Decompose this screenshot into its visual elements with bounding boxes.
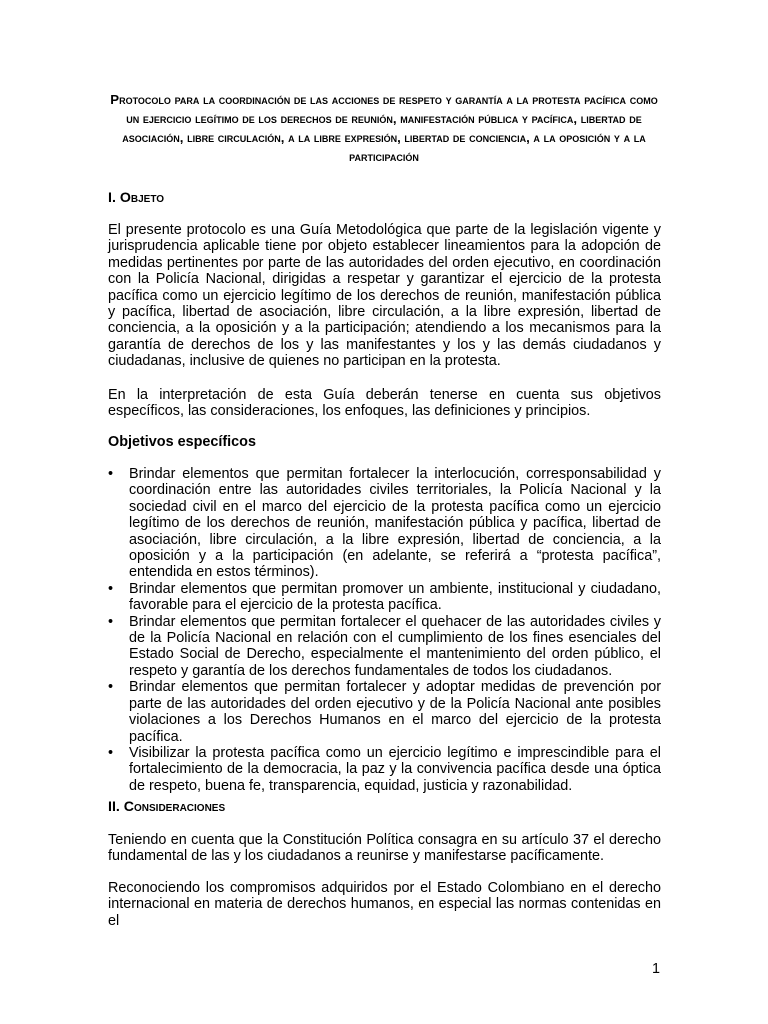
bullet-icon: • bbox=[108, 580, 114, 597]
paragraph-objeto: El presente protocolo es una Guía Metodológica que parte de la legislación vigente y jurisprudencia aplicable tiene por objeto establecer lineamientos para la adopción de medidas pertinentes por parte de las autoridades del orden ejecutivo, en coordinación con la Policía Nacional, dirigidas a respetar y garantizar el ejercicio de la protesta pacífica como un ejercicio legítimo de los derechos de reunión, manifestación pública y pacífica, libertad de asociación, libre circulación, a la libre expresión, libertad de conciencia, a la oposición y a la participación; atendiendo a los mecanismos para la garantía de derechos de los y las manifestantes y los y las demás ciudadanos y ciudadanas, inclusive de quienes no participan en la protesta. bbox=[108, 222, 661, 370]
paragraph-interpretacion: En la interpretación de esta Guía deberán tenerse en cuenta sus objetivos específicos, las consideraciones, los enfoques, las definiciones y principios. bbox=[108, 387, 661, 420]
subheading-objetivos: Objetivos específicos bbox=[108, 434, 256, 450]
list-item bbox=[108, 679, 661, 745]
list-item bbox=[108, 466, 661, 581]
list-item-text: Brindar elementos que permitan fortalecer y adoptar medidas de prevención por parte de las autoridades del orden ejecutivo y de la Policía Nacional ante posibles violaciones a los Derechos Humanos en el marco del ejercicio de la protesta pacífica. bbox=[129, 679, 661, 745]
document-title: Protocolo para la coordinación de las acciones de respeto y garantía a la protesta pacífica como un ejercicio legítimo de los derechos de reunión, manifestación pública y pacífica, libertad de asociación, libre circulación, a la libre expresión, libertad de conciencia, a la oposición y a la participación bbox=[110, 92, 658, 164]
list-item-text: Brindar elementos que permitan promover un ambiente, institucional y ciudadano, favorable para el ejercicio de la protesta pacífica. bbox=[129, 580, 661, 614]
section-heading-consideraciones: II. Consideraciones bbox=[108, 799, 226, 815]
page-number: 1 bbox=[652, 961, 661, 977]
bullet-icon: • bbox=[108, 613, 114, 630]
paragraph-compromisos: Reconociendo los compromisos adquiridos por el Estado Colombiano en el derecho internacional en materia de derechos humanos, en especial las normas contenidas en el bbox=[108, 880, 661, 929]
list-item bbox=[108, 581, 661, 614]
bullet-icon: • bbox=[108, 466, 114, 482]
list-item-text: Brindar elementos que permitan fortalecer el quehacer de las autoridades civiles y de la Policía Nacional en relación con el cumplimiento de los fines esenciales del Estado Social de Derecho, especialmente el mantenimiento del orden público, el respeto y garantía de los derechos fundamentales de todos los ciudadanos. bbox=[129, 613, 661, 679]
section-heading-objeto: I. Objeto bbox=[108, 190, 165, 206]
list-item-text: Visibilizar la protesta pacífica como un ejercicio legítimo e imprescindible para el fortalecimiento de la democracia, la paz y la convivencia pacífica desde una óptica de respeto, buena fe, transparencia, equidad, justicia y razonabilidad. bbox=[129, 744, 661, 794]
list-item-text: Brindar elementos que permitan fortalecer la interlocución, corresponsabilidad y coordinación entre las autoridades civiles territoriales, la Policía Nacional y la sociedad civil en el marco del ejercicio de la protesta pacífica como un ejercicio legítimo de los derechos de reunión, manifestación pública y pacífica, libertad de asociación, libre circulación, a la libre expresión, libertad de conciencia, a la oposición y a la participación (en adelante, se referirá a “protesta pacífica”, entendida en estos términos). bbox=[129, 466, 661, 581]
paragraph-constitucion: Teniendo en cuenta que la Constitución Política consagra en su artículo 37 el derecho fundamental de las y los ciudadanos a reunirse y manifestarse pacíficamente. bbox=[108, 832, 661, 865]
objectives-list bbox=[108, 466, 661, 794]
bullet-icon: • bbox=[108, 744, 114, 761]
bullet-icon: • bbox=[108, 679, 114, 696]
list-item bbox=[108, 745, 661, 794]
list-item bbox=[108, 614, 661, 680]
